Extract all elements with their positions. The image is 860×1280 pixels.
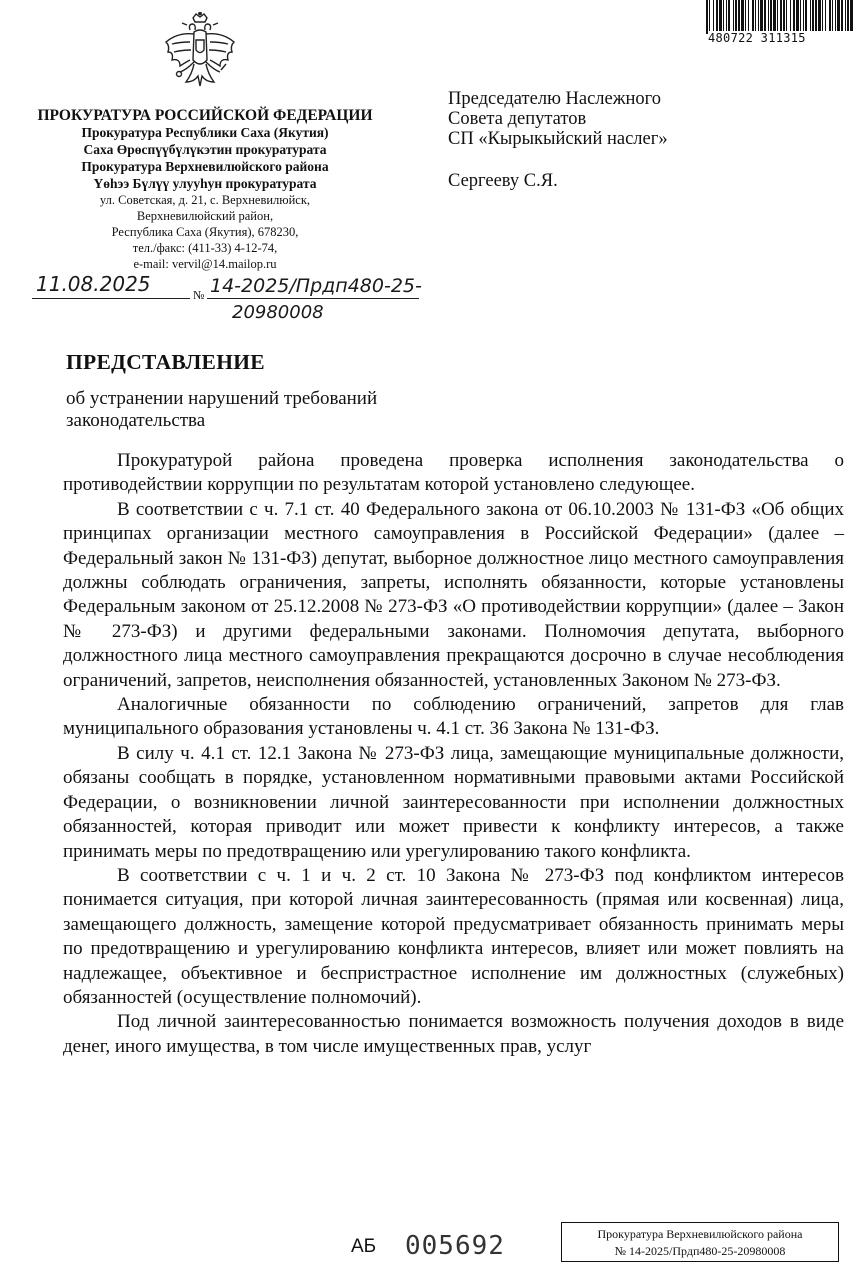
sender-block bbox=[30, 107, 380, 272]
barcode-bar bbox=[790, 0, 791, 34]
barcode-bar bbox=[818, 0, 821, 34]
barcode-bar bbox=[728, 0, 730, 34]
barcode-bar bbox=[713, 0, 714, 34]
barcode-bar bbox=[829, 0, 831, 34]
recipient-line: СП «Кырыкыйский наслег» bbox=[448, 129, 668, 149]
serial-number: 005692 bbox=[405, 1231, 505, 1261]
body-paragraph: В соответствии с ч. 1 и ч. 2 ст. 10 Закона № 273-ФЗ под конфликтом интересов понимается ситуация, при которой личная заинтересованность (прямая или косвенная) лица, замещающего должность, замещение которой предусматривает обязанность принимать меры по предотвращению и урегулированию конфликта интересов, влияет или может повлиять на надлежащее, объективное и беспристрастное исполнение им должностных (служебных) обязанностей (осуществление полномочий). bbox=[63, 864, 844, 1008]
barcode-bar bbox=[733, 0, 734, 34]
body-paragraph: Аналогичные обязанности по соблюдению ограничений, запретов для глав муниципального образования установлены ч. 4.1 ст. 36 Закона № 131-ФЗ. bbox=[63, 694, 844, 740]
sender-address-line: Верхневилюйский район, bbox=[136, 209, 274, 223]
date-underline bbox=[32, 298, 190, 299]
registration-stamp bbox=[561, 1222, 839, 1262]
barcode-bar bbox=[786, 0, 787, 34]
recipient-line: Председателю Наслежного bbox=[448, 89, 662, 109]
barcode-bar bbox=[837, 0, 840, 34]
number-label: № bbox=[193, 288, 205, 302]
barcode-bar bbox=[810, 0, 811, 34]
barcode-bar bbox=[850, 0, 853, 34]
recipient-block bbox=[448, 89, 828, 191]
barcode-bar bbox=[796, 0, 799, 34]
barcode-bar bbox=[845, 0, 846, 34]
barcode-bar bbox=[755, 0, 756, 34]
barcode-bar bbox=[783, 0, 785, 34]
sender-email: e-mail: vervil@14.mailop.ru bbox=[133, 257, 277, 271]
body-paragraph: Под личной заинтересованностью понимается возможность получения доходов в виде денег, иного имущества, в том числе имущественных прав, услуг bbox=[63, 1011, 844, 1057]
document-title: ПРЕДСТАВЛЕНИЕ bbox=[66, 350, 265, 374]
barcode-bar bbox=[752, 0, 754, 34]
barcode-bar bbox=[748, 0, 749, 34]
barcode-bar bbox=[835, 0, 836, 34]
document-subtitle: об устранении нарушений требований законодательства bbox=[66, 388, 378, 431]
barcode-bar bbox=[770, 0, 772, 34]
barcode-bar bbox=[706, 0, 708, 34]
handwritten-number-cont: 20980008 bbox=[232, 302, 324, 323]
barcode-bar bbox=[719, 0, 722, 34]
coat-of-arms-emblem-icon bbox=[160, 12, 240, 100]
barcode-bar bbox=[847, 0, 849, 34]
barcode-bar bbox=[803, 0, 804, 34]
number-underline bbox=[207, 298, 419, 299]
sender-phone: тел./факс: (411-33) 4-12-74, bbox=[132, 241, 278, 255]
barcode-bar bbox=[832, 0, 833, 34]
barcode-bar bbox=[764, 0, 766, 34]
stamp-number: № 14-2025/Прдп480-25-20980008 bbox=[614, 1244, 786, 1258]
handwritten-date: 11.08.2025 bbox=[36, 272, 151, 296]
body-paragraph: В соответствии с ч. 7.1 ст. 40 Федерального закона от 06.10.2003 № 131-ФЗ «Об общих принципах организации местного самоуправления в Российской Федерации» (далее – Федеральный закон № 131-ФЗ) депутат, выборное должностное лицо местного самоуправления должны соблюдать ограничения, запреты, исполнять обязанности, которые установлены Федеральным законом от 25.12.2008 № 273-ФЗ «О противодействии коррупции» (далее – Закон № 273-ФЗ) и другими федеральными законами. Полномочия депутата, выборного должностного лица местного самоуправления прекращаются досрочно в случае несоблюдения ограничений, запретов, неисполнения обязанностей, установленных Законом № 273-ФЗ. bbox=[63, 498, 844, 691]
sender-org-district-yakut: Үөһээ Бүлүү улууһун прокуратурата bbox=[93, 176, 317, 191]
body-paragraph: Прокуратурой района проведена проверка исполнения законодательства о противодействии коррупции по результатам которой установлено следующее. bbox=[63, 450, 844, 496]
barcode-bar bbox=[726, 0, 727, 34]
document-body bbox=[63, 449, 844, 1059]
barcode-bar bbox=[773, 0, 776, 34]
barcode-bar bbox=[741, 0, 744, 34]
barcode-number: 480722 311315 bbox=[708, 31, 856, 45]
sender-org-district: Прокуратура Верхневилюйского района bbox=[81, 159, 329, 174]
sender-address-line: ул. Советская, д. 21, с. Верхневилюйск, bbox=[99, 193, 311, 207]
barcode-bar bbox=[805, 0, 807, 34]
recipient-name: Сергееву С.Я. bbox=[448, 171, 558, 191]
barcode-bar bbox=[815, 0, 817, 34]
barcode-bar bbox=[760, 0, 763, 34]
barcode-bar bbox=[745, 0, 746, 34]
barcode-bar bbox=[777, 0, 778, 34]
sender-org-ru: ПРОКУРАТУРА РОССИЙСКОЙ ФЕДЕРАЦИИ bbox=[37, 107, 373, 124]
recipient-line: Совета депутатов bbox=[448, 109, 587, 129]
barcode-bar bbox=[841, 0, 843, 34]
barcode-bar bbox=[735, 0, 737, 34]
barcode-bar bbox=[800, 0, 801, 34]
barcode-bar bbox=[723, 0, 724, 34]
barcode-bar bbox=[825, 0, 826, 34]
barcode-bar bbox=[812, 0, 814, 34]
barcode-bar bbox=[768, 0, 769, 34]
handwritten-number: 14-2025/Прдп480-25- bbox=[210, 275, 422, 297]
sender-org-republic: Прокуратура Республики Саха (Якутия) bbox=[81, 125, 329, 140]
serial-prefix: АБ bbox=[351, 1236, 377, 1257]
sender-org-republic-yakut: Саха Өрөспүүбүлүкэтин прокуратурата bbox=[83, 142, 327, 157]
barcode-bar bbox=[709, 0, 710, 34]
sender-address-line: Республика Саха (Якутия), 678230, bbox=[111, 225, 299, 239]
stamp-office: Прокуратура Верхневилюйского района bbox=[597, 1227, 803, 1241]
barcode-bar bbox=[780, 0, 782, 34]
barcode-bar bbox=[822, 0, 823, 34]
barcode-bar bbox=[793, 0, 795, 34]
barcode-bar bbox=[716, 0, 718, 34]
barcode-bar bbox=[758, 0, 759, 34]
barcode-bar bbox=[738, 0, 740, 34]
body-paragraph: В силу ч. 4.1 ст. 12.1 Закона № 273-ФЗ лица, замещающие муниципальные должности, обязаны сообщать в порядке, установленном нормативными правовыми актами Российской Федерации, о возникновении личной заинтересованности при исполнении должностных обязанностей, которая приводит или может привести к конфликту интересов, а также принимать меры по предотвращению или урегулированию такого конфликта. bbox=[63, 742, 844, 862]
